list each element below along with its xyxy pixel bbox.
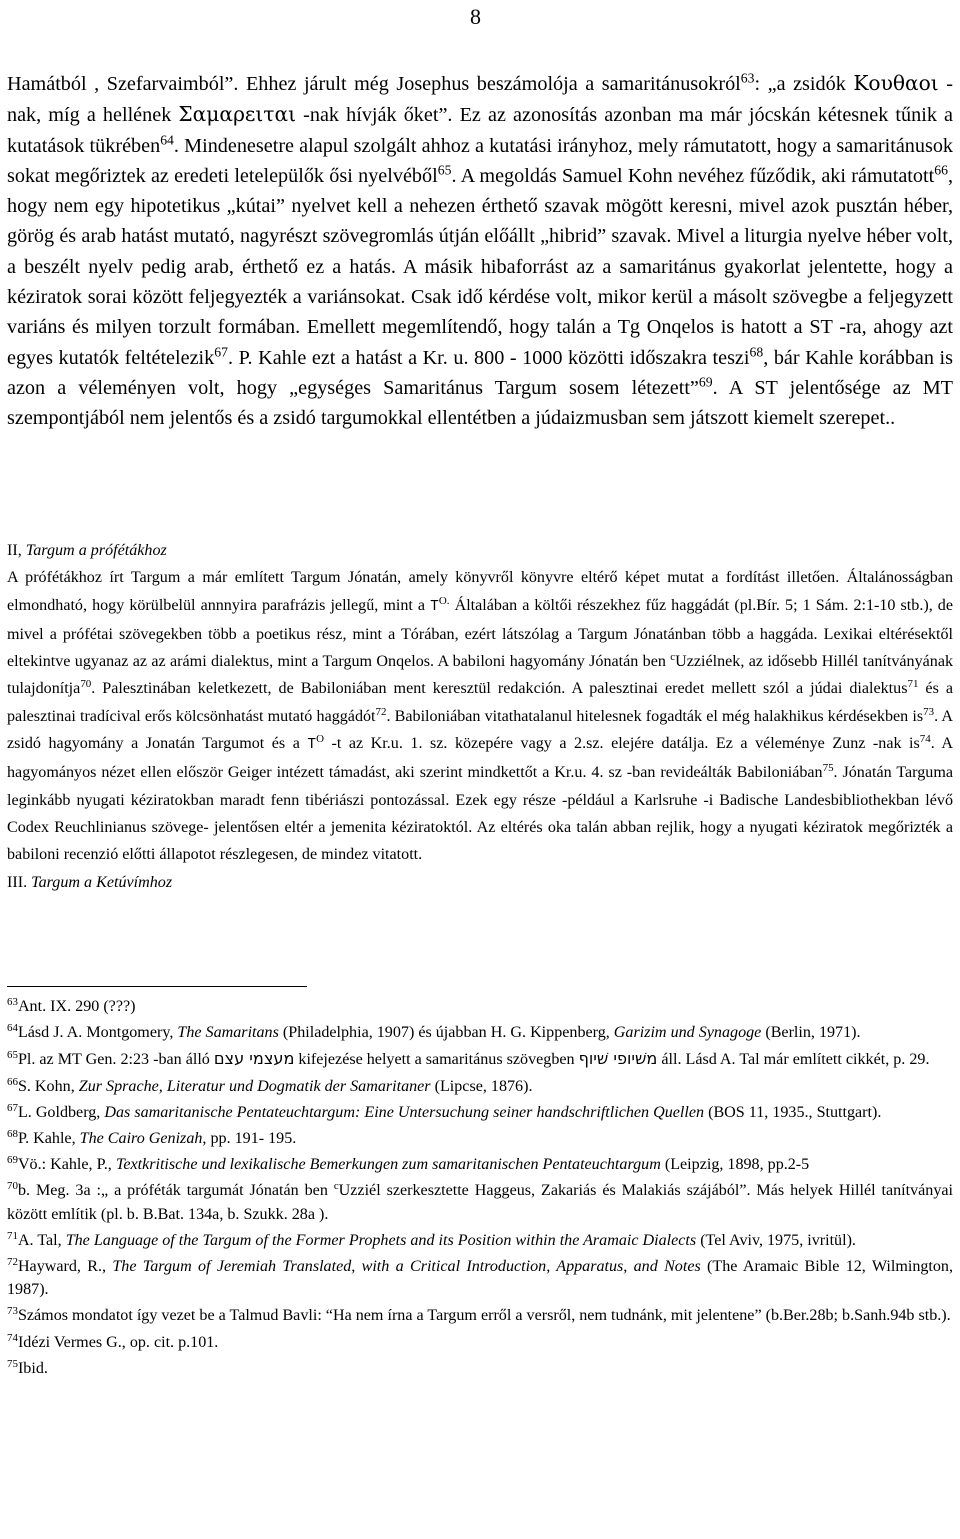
footnote-title: The Samaritans bbox=[177, 1024, 279, 1042]
footnote-number: 72 bbox=[7, 1256, 18, 1269]
main-text bbox=[7, 68, 953, 434]
heading-title: Targum a prófétákhoz bbox=[25, 542, 167, 559]
footnote-text: (Lipcse, 1876). bbox=[430, 1077, 533, 1095]
abbr-sup: O bbox=[316, 733, 324, 746]
footnote-number: 66 bbox=[7, 1075, 18, 1088]
footnote-number: 70 bbox=[7, 1180, 18, 1193]
text-run: . Babiloniában vitathatalanul hitelesnek fogadták el még halakhikus kérdésekben is bbox=[386, 707, 924, 725]
footnote-number: 64 bbox=[7, 1022, 18, 1035]
footnote-number: 65 bbox=[7, 1049, 18, 1062]
greek-word: Σαμαρειται bbox=[178, 102, 297, 127]
footnote-69 bbox=[7, 1153, 953, 1176]
footnote-ref[interactable]: 71 bbox=[907, 678, 919, 691]
heading-number: II, bbox=[7, 542, 26, 559]
footnote-text: , pp. 191- 195. bbox=[202, 1130, 297, 1148]
footnote-65 bbox=[7, 1047, 953, 1071]
footnote-text: (Berlin, 1971). bbox=[761, 1024, 861, 1042]
footnote-ref[interactable]: 69 bbox=[698, 374, 713, 390]
text-run: : „a zsidók bbox=[754, 73, 854, 95]
footnote-text: Vö.: Kahle, P., bbox=[17, 1156, 116, 1174]
footnote-75 bbox=[7, 1357, 953, 1380]
text-run: . A megoldás Samuel Kohn nevéhez fűződik, aki rámutatott bbox=[451, 164, 935, 187]
text-run: . A zsidó hagyomány a Jonatán Targumot és a bbox=[7, 707, 954, 753]
text-run: -t az Kr.u. 1. sz. közepére vagy a 2.sz. elejére datálja. Ez a véleménye Zunz -nak is bbox=[323, 735, 920, 753]
footnote-text: L. Goldberg, bbox=[17, 1103, 105, 1121]
text-run: . A ST jelentősége az MT szempontjából nem jelentős és a zsidó targumokkal ellentétben a júdaizmusban sem játszott kiemelt szerepet.. bbox=[7, 376, 953, 430]
footnote-number: 68 bbox=[7, 1128, 18, 1140]
footnote-ref[interactable]: 66 bbox=[934, 162, 948, 178]
footnote-67 bbox=[7, 1101, 953, 1124]
paragraph-targum-jonathan bbox=[7, 564, 953, 868]
footnote-title: The Targum of Jeremiah Translated, with a Critical Introduction, Apparatus, and Notes bbox=[112, 1258, 701, 1276]
hebrew-phrase: משׁיופי שׁיוף bbox=[578, 1049, 658, 1069]
footnote-number: 74 bbox=[7, 1331, 18, 1344]
footnote-68 bbox=[7, 1127, 953, 1150]
footnote-74 bbox=[7, 1331, 953, 1354]
footnote-71 bbox=[7, 1229, 953, 1252]
footnote-ref[interactable]: 67 bbox=[214, 344, 228, 360]
heading-number: III. bbox=[7, 873, 32, 891]
footnotes bbox=[7, 995, 953, 1383]
heading-title: Targum a Ketúvímhoz bbox=[31, 873, 173, 891]
greek-word: Κουθαοι bbox=[853, 71, 939, 95]
footnote-separator bbox=[7, 986, 307, 987]
footnote-text: áll. Lásd A. Tal már említett cikkét, p. 29. bbox=[657, 1051, 930, 1069]
footnote-72 bbox=[7, 1255, 953, 1301]
footnote-ref[interactable]: 64 bbox=[160, 132, 174, 148]
text-run: . Palesztinában keletkezett, de Babiloniában ment keresztül redakción. A palesztinai eredet mellett szól a júdai dialektus bbox=[91, 680, 908, 698]
footnote-text: A. Tal, bbox=[17, 1231, 66, 1249]
footnote-text: (Tel Aviv, 1975, ivritül). bbox=[696, 1231, 856, 1249]
footnote-text: Ant. IX. 290 (???) bbox=[17, 998, 136, 1015]
footnote-text: (The Aramaic Bible 12, Wilmington, 1987). bbox=[7, 1258, 953, 1299]
text-run: . Mindenesetre alapul szolgált ahhoz a kutatási irányhoz, mely rámutatott, hogy a samaritánusok sokat megőriztek az eredeti letelepülők ősi nyelvéből bbox=[7, 134, 954, 187]
page-number: 8 bbox=[470, 4, 481, 29]
footnote-number: 73 bbox=[7, 1305, 18, 1318]
footnote-ref[interactable]: 74 bbox=[919, 733, 931, 746]
text-run: , bár Kahle korábban is azon a véleményen volt, hogy „egységes Samaritánus Targum sosem létezett” bbox=[7, 346, 953, 399]
footnote-number: 69 bbox=[7, 1154, 18, 1167]
footnote-70 bbox=[7, 1179, 953, 1225]
paragraph-samaritan-language bbox=[7, 68, 953, 434]
text-run: Hamátból , Szefarvaimból”. Ehhez járult még Josephus beszámolója a samaritánusokról bbox=[7, 73, 741, 95]
text-run: , hogy nem egy hipotetikus „kútai” nyelvet kell a nehezen érthető szavak mögött keresni, mivel azok pusztán héber, görög és arab hatást mutató, nagyrészt szövegromlás útján előállt „hibrid” szavak. Mivel a liturgia nyelve héber volt, a beszélt nyelv pedig arab, érthető ez a hatás. A másik hibaforrást az a samaritánus gyakorlat jelentette, hogy a kéziratok sorai között feljegyezték a variánsokat. Csak idő kérdése volt, mikor kerül a másolt szövegbe a feljegyzett variáns és milyen torzult formában. Emellett megemlítendő, hogy talán a Tg Onqelos is hatott a ST -ra, ahogy azt egyes kutatók feltételezik bbox=[7, 164, 953, 369]
footnote-66 bbox=[7, 1075, 953, 1098]
section-heading bbox=[7, 537, 953, 564]
footnote-number: 63 bbox=[7, 995, 18, 1008]
footnote-ref[interactable]: 73 bbox=[923, 705, 935, 718]
text-run: Általában a költői részekhez fűz haggádát (pl.Bír. 5; 1 Sám. 2:1-10 stb.), de mivel a prófétai szövegekben több a poetikus rész, mint a Tórában, ezért látszólag a Targum Jónatánban több a haggáda. Lexikai eltérésektől eltekintve ugyanaz az az arámi dialektus, mint a Targum Onqelos. A babiloni hagyomány Jónatán ben bbox=[7, 596, 953, 671]
footnote-title: Zur Sprache, Literatur und Dogmatik der Samaritaner bbox=[78, 1077, 431, 1095]
section-heading bbox=[7, 869, 953, 896]
text-run: . P. Kahle ezt a hatást a Kr. u. 800 - 1000 közötti időszakra teszi bbox=[227, 346, 750, 369]
footnote-text: Lásd J. A. Montgomery, bbox=[17, 1024, 178, 1042]
text-run: . A hagyományos nézet ellen először Geiger intézett támadást, aki szerint mindkettőt a Kr.u. 4. sz -ban revideálták Babiloniában bbox=[7, 735, 954, 782]
footnote-text: Ibid. bbox=[17, 1359, 48, 1377]
footnote-ref[interactable]: 63 bbox=[740, 70, 755, 86]
footnote-number: 71 bbox=[7, 1229, 18, 1242]
footnote-text: kifejezése helyett a samaritánus szövegben bbox=[294, 1051, 579, 1069]
section-prophets bbox=[7, 537, 953, 896]
ayin-sup: c bbox=[333, 1180, 339, 1193]
footnote-64 bbox=[7, 1021, 953, 1044]
footnote-text: Pl. az MT Gen. 2:23 -ban álló bbox=[17, 1051, 214, 1069]
footnote-73 bbox=[7, 1304, 953, 1327]
footnote-title: Das samaritanische Pentateuchtargum: Eine Untersuchung seiner handschriftlichen Quellen bbox=[104, 1103, 705, 1121]
footnote-text: Számos mondatot így vezet be a Talmud Bavli: “Ha nem írna a Targum erről a versről, nem tudnánk, mit jelentene” (b.Ber.28b; b.Sanh.94b stb.). bbox=[17, 1307, 951, 1325]
footnote-text: (BOS 11, 1935., Stuttgart). bbox=[704, 1103, 882, 1121]
footnote-ref[interactable]: 72 bbox=[375, 705, 387, 718]
abbr-to: T bbox=[430, 598, 439, 615]
text-run: A prófétákhoz írt Targum a már említett Targum Jónatán, amely könyvről könyvre eltérő képet mutat a fordítást illetően. Általánosságban elmondható, hogy körülbelül annnyira parafrázis jellegű, mint a bbox=[7, 569, 953, 614]
footnote-text: (Leipzig, 1898, pp.2-5 bbox=[660, 1156, 810, 1174]
footnote-title: Garizim und Synagoge bbox=[613, 1024, 762, 1042]
footnote-63 bbox=[7, 995, 953, 1018]
footnote-text: Hayward, R., bbox=[17, 1258, 113, 1276]
footnote-title: The Cairo Genizah bbox=[79, 1130, 203, 1148]
abbr-to: T bbox=[307, 737, 317, 754]
text-run: . Jónatán Targuma leginkább nyugati kéziratokban maradt fenn tibériászi pontozással. Ezek egy része -például a Karlsruhe -i Badische Landesbibliothekban lévő Codex Reuchlinianus szövege- jelentősen eltér a jemenita kéziratoktól. Az eltérés oka talán abban rejlik, hogy a nyugati kéziratok megőrizték a babiloni recenzió előtti állapotot részlegesen, de mindez vitatott. bbox=[7, 764, 953, 864]
text-run: -nak hívják őket”. Ez az azonosítás azonban ma már jócskán kétesnek tűnik a kutatások tükrében bbox=[7, 104, 953, 157]
footnote-number: 67 bbox=[7, 1101, 18, 1114]
text-run: Uzziélnek, az idősebb Hillél tanítványának tulajdonítja bbox=[7, 653, 954, 698]
footnote-ref[interactable]: 65 bbox=[437, 162, 452, 178]
footnote-text: (Philadelphia, 1907) és újabban H. G. Kippenberg, bbox=[278, 1024, 614, 1042]
text-run: -nak, míg a hellének bbox=[7, 73, 953, 127]
footnote-ref[interactable]: 68 bbox=[749, 344, 764, 360]
footnote-title: The Language of the Targum of the Former Prophets and its Position within the Aramaic Dialects bbox=[65, 1231, 697, 1249]
footnote-text: S. Kohn, bbox=[17, 1077, 79, 1095]
footnote-number: 75 bbox=[7, 1357, 18, 1370]
footnote-ref[interactable]: 75 bbox=[822, 762, 834, 775]
footnote-ref[interactable]: 70 bbox=[80, 678, 92, 691]
footnote-text: Idézi Vermes G., op. cit. p.101. bbox=[17, 1333, 219, 1351]
footnote-title: Textkritische und lexikalische Bemerkungen zum samaritanischen Pentateuchtargum bbox=[115, 1156, 661, 1174]
footnote-text: b. Meg. 3a :„ a próféták targumát Jónatán ben bbox=[17, 1182, 334, 1200]
ayin-sup: c bbox=[670, 651, 676, 664]
abbr-sup: O. bbox=[438, 594, 450, 607]
text-run: és a palesztinai tradícival erős kölcsönhatást mutató haggádót bbox=[7, 680, 953, 725]
hebrew-phrase: מעצמי עצם bbox=[213, 1049, 295, 1069]
footnote-text: P. Kahle, bbox=[17, 1130, 80, 1148]
footnote-text: Uzziél szerkesztette Haggeus, Zakariás és Malakiás szájából”. Más helyek Hillél tanítványai között említik (pl. b. B.Bat. 134a, b. Szukk. 28a ). bbox=[7, 1182, 954, 1223]
